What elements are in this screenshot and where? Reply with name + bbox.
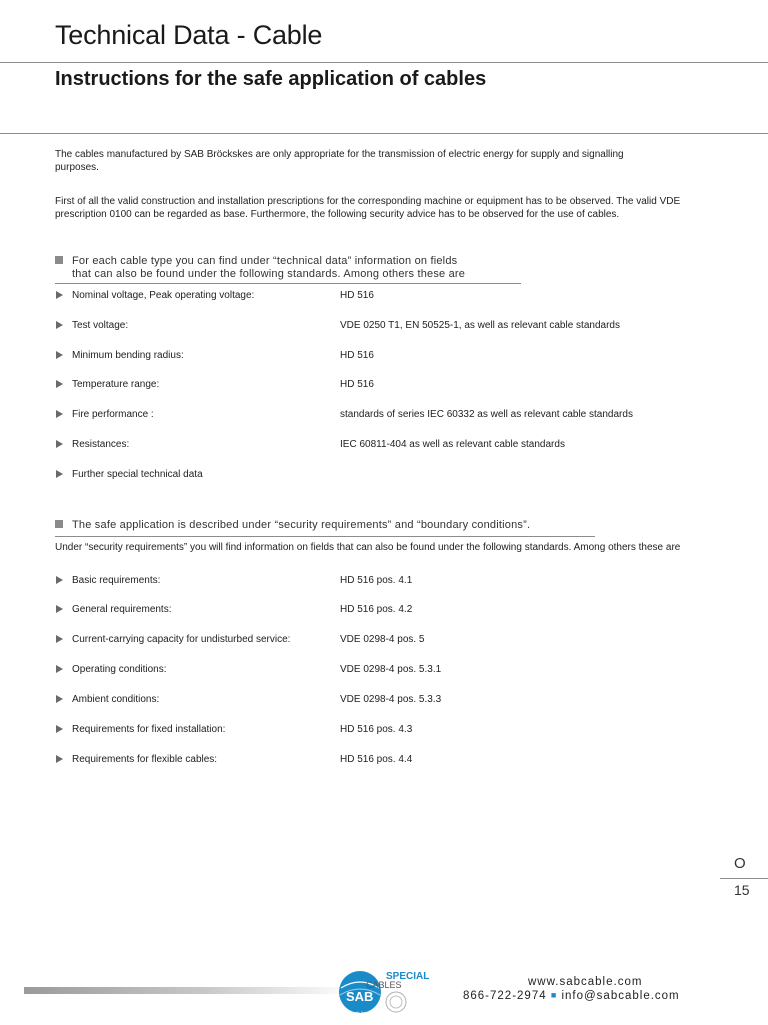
logo-sab-text: SAB (346, 989, 374, 1004)
triangle-bullet-icon (56, 635, 63, 643)
item-label: Ambient conditions: (72, 694, 160, 705)
item-value: HD 516 pos. 4.3 (340, 724, 413, 735)
footer-contact (463, 990, 680, 1002)
item-value: HD 516 pos. 4.1 (340, 575, 413, 586)
triangle-bullet-icon (56, 410, 63, 418)
item-label: Fire performance : (72, 409, 154, 420)
section2-heading-text: The safe application is described under “security requirements” and “boundary conditions”. (72, 519, 531, 531)
section1-heading-line2: that can also be found under the following standards. Among others these are (72, 268, 466, 280)
item-label: Nominal voltage, Peak operating voltage: (72, 290, 255, 301)
footer-website-link[interactable]: www.sabcable.com (528, 976, 643, 988)
item-label: General requirements: (72, 604, 172, 615)
logo-tagline-text: North America (350, 1010, 376, 1015)
page-title: Technical Data - Cable (55, 20, 323, 50)
square-bullet-icon (55, 256, 63, 264)
title-divider (0, 62, 768, 63)
triangle-bullet-icon (56, 440, 63, 448)
triangle-bullet-icon (56, 321, 63, 329)
item-label: Temperature range: (72, 379, 160, 390)
logo-cables-text: CABLES (366, 980, 402, 990)
sab-logo-icon (338, 968, 442, 1020)
intro-paragraph-2: First of all the valid construction and installation prescriptions for the corresponding machine or equipment has to be observed. The valid VDE prescription 0100 can be regarded as base. Furthermore, the following security advice has to be observed for the use of cables. (55, 196, 681, 220)
section1-heading (55, 254, 525, 284)
triangle-bullet-icon (56, 665, 63, 673)
item-value: HD 516 (340, 290, 374, 301)
section2-heading (55, 518, 615, 534)
intro-paragraph-1: The cables manufactured by SAB Bröckskes are only appropriate for the transmission of electric energy for supply and signalling purposes. (55, 149, 624, 173)
item-label: Operating conditions: (72, 664, 167, 675)
section2-divider (55, 536, 595, 537)
sab-logo (338, 968, 442, 1020)
triangle-bullet-icon (56, 755, 63, 763)
item-label: Test voltage: (72, 320, 129, 331)
triangle-bullet-icon (56, 351, 63, 359)
item-label: Minimum bending radius: (72, 350, 184, 361)
item-value: VDE 0298-4 pos. 5.3.1 (340, 664, 442, 675)
square-bullet-icon (55, 520, 63, 528)
item-value: VDE 0298-4 pos. 5 (340, 634, 425, 645)
triangle-bullet-icon (56, 576, 63, 584)
section-letter: O (734, 855, 746, 872)
item-value: HD 516 pos. 4.2 (340, 604, 413, 615)
page-marker-divider (720, 878, 768, 879)
item-value: HD 516 (340, 350, 374, 361)
item-label: Requirements for flexible cables: (72, 754, 218, 765)
item-value: HD 516 (340, 379, 374, 390)
item-value: HD 516 pos. 4.4 (340, 754, 413, 765)
footer-email-link[interactable]: info@sabcable.com (561, 990, 680, 1002)
item-label: Current-carrying capacity for undisturbed service: (72, 634, 291, 645)
page-number: 15 (734, 882, 750, 898)
item-label: Resistances: (72, 439, 130, 450)
logo-special-text: SPECIAL (386, 971, 430, 982)
separator-dot-icon: ■ (550, 990, 558, 1000)
page-subtitle: Instructions for the safe application of cables (55, 68, 487, 90)
footer-gradient-bar (24, 987, 354, 994)
item-label: Requirements for fixed installation: (72, 724, 226, 735)
triangle-bullet-icon (56, 605, 63, 613)
section1-heading-line1: For each cable type you can find under “technical data” information on fields (72, 255, 458, 267)
section1-divider (55, 283, 521, 284)
triangle-bullet-icon (56, 380, 63, 388)
subtitle-divider (0, 133, 768, 134)
triangle-bullet-icon (56, 695, 63, 703)
item-label: Basic requirements: (72, 575, 161, 586)
item-value: VDE 0298-4 pos. 5.3.3 (340, 694, 442, 705)
item-value: IEC 60811-404 as well as relevant cable standards (340, 439, 565, 450)
triangle-bullet-icon (56, 291, 63, 299)
triangle-bullet-icon (56, 470, 63, 478)
section2-intro: Under “security requirements” you will find information on fields that can also be found under the following standards. Among others these are (55, 542, 681, 553)
footer-phone: 866-722-2974 (463, 990, 547, 1002)
item-label: Further special technical data (72, 469, 203, 480)
item-value: VDE 0250 T1, EN 50525-1, as well as relevant cable standards (340, 320, 620, 331)
item-value: standards of series IEC 60332 as well as relevant cable standards (340, 409, 633, 420)
triangle-bullet-icon (56, 725, 63, 733)
